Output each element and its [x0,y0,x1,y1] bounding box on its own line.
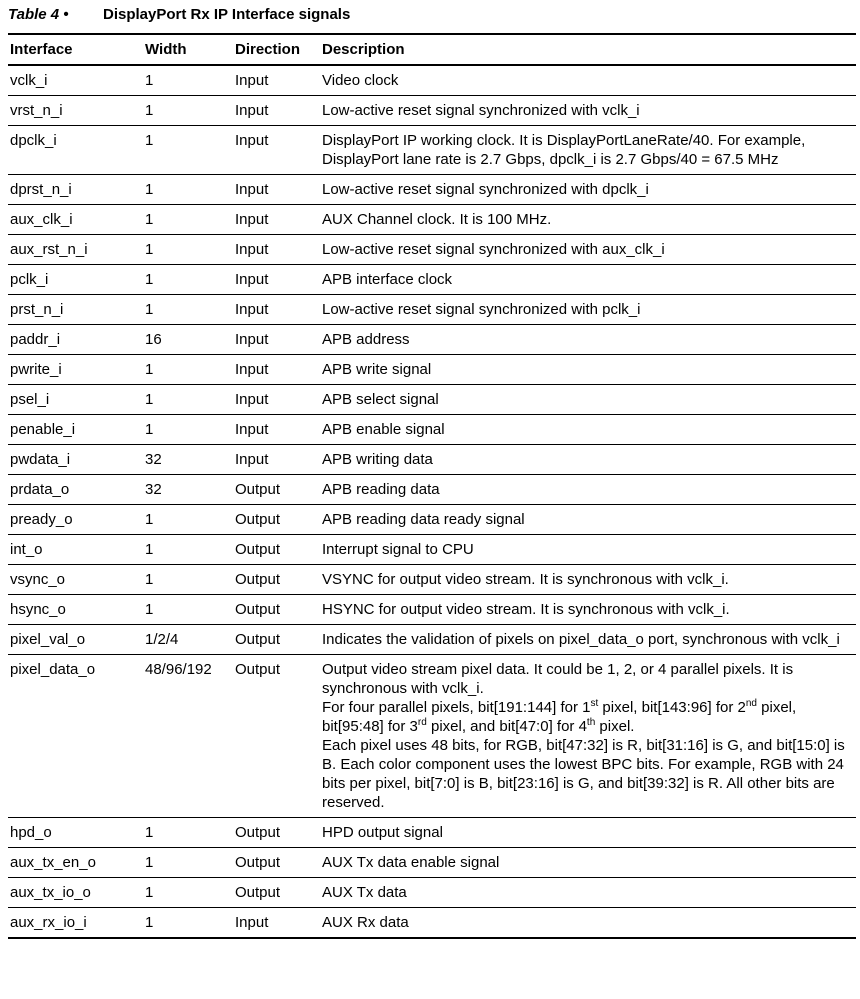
description-text: APB enable signal [322,421,445,438]
direction-cell: Input [235,301,269,318]
description-text: VSYNC for output video stream. It is synchronous with vclk_i. [322,571,729,588]
direction-cell: Input [235,914,269,931]
width-cell: 1 [145,361,154,378]
description-cell [320,445,856,474]
table-row [8,625,856,655]
description-paragraph [322,510,854,529]
width-cell: 1 [145,421,154,438]
direction-cell: Input [235,241,269,258]
description-paragraph [322,630,854,649]
width-cell: 48/96/192 [145,661,212,678]
description-cell [320,385,856,414]
width-cell: 1 [145,601,154,618]
description-paragraph [322,360,854,379]
table-row [8,415,856,445]
description-paragraph [322,180,854,199]
description-cell [320,908,856,937]
description-paragraph [322,570,854,589]
description-cell [320,355,856,384]
description-text: pixel, bit[95:48] for 3 [322,699,797,735]
description-cell [320,325,856,354]
interface-cell: aux_rst_n_i [10,241,88,258]
description-cell [320,66,856,95]
description-text: Low-active reset signal synchronized with dpclk_i [322,181,649,198]
description-text: Output video stream pixel data. It could be 1, 2, or 4 parallel pixels. It is synchronous with vclk_i. [322,661,794,697]
width-cell: 32 [145,451,162,468]
description-cell [320,205,856,234]
description-text: pixel, bit[143:96] for 2 [598,699,746,716]
table-row [8,96,856,126]
description-text: For four parallel pixels, bit[191:144] for 1 [322,699,591,716]
interface-cell: dpclk_i [10,132,57,149]
table-row [8,565,856,595]
interface-cell: prst_n_i [10,301,64,318]
description-paragraph [322,853,854,872]
ordinal-superscript: th [586,716,596,728]
description-cell [320,415,856,444]
interface-cell: hsync_o [10,601,66,618]
interface-cell: vrst_n_i [10,102,63,119]
interface-cell: psel_i [10,391,50,408]
width-cell: 1 [145,541,154,558]
description-paragraph [322,698,854,736]
table-row [8,655,856,818]
direction-cell: Input [235,391,269,408]
description-text: Each pixel uses 48 bits, for RGB, bit[47:32] is R, bit[31:16] is G, and bit[15:0] is B. Each color component uses the lowest BPC bits. For example, RGB with 24 bits per pixel, bit[7:0] is B, bit[23:16] is G, and bit[39:32] is R. All other bits are reserved. [322,737,845,811]
column-header-direction: Direction [235,41,301,58]
interface-signals-table [8,33,856,939]
interface-cell: aux_rx_io_i [10,914,87,931]
direction-cell: Input [235,211,269,228]
description-text: pixel. [595,718,635,735]
description-cell [320,595,856,624]
interface-cell: prdata_o [10,481,70,498]
description-text: pixel, and bit[47:0] for 4 [426,718,587,735]
width-cell: 1 [145,132,154,149]
ordinal-superscript: st [590,697,599,709]
interface-cell: pwrite_i [10,361,62,378]
direction-cell: Output [235,854,281,871]
direction-cell: Input [235,102,269,119]
table-caption-label: Table 4 • [8,6,69,23]
direction-cell: Input [235,132,269,149]
description-text: AUX Channel clock. It is 100 MHz. [322,211,552,228]
table-row [8,325,856,355]
direction-cell: Input [235,421,269,438]
interface-cell: vsync_o [10,571,66,588]
description-paragraph [322,600,854,619]
direction-cell: Input [235,451,269,468]
width-cell: 1 [145,102,154,119]
description-paragraph [322,330,854,349]
interface-cell: aux_tx_io_o [10,884,91,901]
table-body [8,66,856,937]
interface-cell: aux_tx_en_o [10,854,96,871]
column-header-width: Width [145,41,187,58]
description-text: AUX Rx data [322,914,409,931]
direction-cell: Output [235,631,281,648]
table-caption [8,0,856,33]
table-header-row [8,35,856,66]
width-cell: 1 [145,511,154,528]
description-paragraph [322,913,854,932]
width-cell: 1 [145,571,154,588]
table-row [8,535,856,565]
width-cell: 1 [145,824,154,841]
description-paragraph [322,240,854,259]
interface-cell: int_o [10,541,43,558]
table-row [8,235,856,265]
width-cell: 16 [145,331,162,348]
description-paragraph [322,823,854,842]
table-caption-title: DisplayPort Rx IP Interface signals [103,6,351,23]
table-row [8,505,856,535]
description-cell [320,126,856,174]
description-text: DisplayPort IP working clock. It is DisplayPortLaneRate/40. For example, DisplayPort lane rate is 2.7 Gbps, dpclk_i is 2.7 Gbps/40 = 67.5 MHz [322,132,806,168]
description-text: AUX Tx data [322,884,407,901]
table-row [8,818,856,848]
width-cell: 1 [145,241,154,258]
interface-cell: pclk_i [10,271,49,288]
table-row [8,355,856,385]
direction-cell: Input [235,271,269,288]
column-header-description: Description [322,41,405,58]
description-text: HSYNC for output video stream. It is synchronous with vclk_i. [322,601,730,618]
width-cell: 1 [145,301,154,318]
description-paragraph [322,736,854,812]
direction-cell: Output [235,661,281,678]
description-cell [320,505,856,534]
description-cell [320,475,856,504]
interface-cell: pready_o [10,511,73,528]
description-text: Low-active reset signal synchronized with pclk_i [322,301,641,318]
description-text: APB select signal [322,391,439,408]
description-cell [320,295,856,324]
direction-cell: Output [235,541,281,558]
width-cell: 1 [145,72,154,89]
width-cell: 1 [145,884,154,901]
description-cell [320,848,856,877]
column-header-interface: Interface [10,41,73,58]
description-cell [320,878,856,907]
description-text: APB address [322,331,410,348]
description-cell [320,655,856,817]
direction-cell: Input [235,72,269,89]
description-paragraph [322,883,854,902]
description-text: Low-active reset signal synchronized with aux_clk_i [322,241,665,258]
description-paragraph [322,300,854,319]
direction-cell: Output [235,481,281,498]
interface-cell: pixel_val_o [10,631,86,648]
table-row [8,295,856,325]
table-row [8,205,856,235]
interface-cell: pwdata_i [10,451,71,468]
table-row [8,66,856,96]
description-text: HPD output signal [322,824,443,841]
width-cell: 1 [145,854,154,871]
width-cell: 1 [145,181,154,198]
description-text: APB interface clock [322,271,453,288]
description-cell [320,818,856,847]
description-text: APB write signal [322,361,432,378]
description-paragraph [322,540,854,559]
table-row [8,908,856,937]
description-cell [320,96,856,125]
direction-cell: Input [235,361,269,378]
description-paragraph [322,101,854,120]
description-paragraph [322,420,854,439]
table-row [8,126,856,175]
description-cell [320,175,856,204]
width-cell: 1/2/4 [145,631,179,648]
description-text: AUX Tx data enable signal [322,854,500,871]
direction-cell: Output [235,824,281,841]
description-cell [320,535,856,564]
description-cell [320,565,856,594]
description-cell [320,625,856,654]
description-paragraph [322,660,854,698]
interface-cell: dprst_n_i [10,181,72,198]
table-row [8,475,856,505]
width-cell: 1 [145,271,154,288]
description-cell [320,235,856,264]
description-text: Indicates the validation of pixels on pixel_data_o port, synchronous with vclk_i [322,631,840,648]
table-row [8,595,856,625]
description-text: Video clock [322,72,399,89]
width-cell: 1 [145,914,154,931]
description-text: APB reading data ready signal [322,511,525,528]
description-text: Low-active reset signal synchronized with vclk_i [322,102,640,119]
description-paragraph [322,270,854,289]
interface-cell: hpd_o [10,824,52,841]
interface-cell: aux_clk_i [10,211,73,228]
description-cell [320,265,856,294]
description-paragraph [322,71,854,90]
description-paragraph [322,131,854,169]
interface-cell: vclk_i [10,72,48,89]
table-row [8,385,856,415]
direction-cell: Output [235,884,281,901]
ordinal-superscript: nd [745,697,757,709]
direction-cell: Input [235,181,269,198]
direction-cell: Output [235,511,281,528]
description-paragraph [322,450,854,469]
table-row [8,445,856,475]
interface-cell: penable_i [10,421,76,438]
width-cell: 1 [145,391,154,408]
width-cell: 1 [145,211,154,228]
direction-cell: Output [235,601,281,618]
table-row [8,878,856,908]
description-text: Interrupt signal to CPU [322,541,474,558]
width-cell: 32 [145,481,162,498]
interface-cell: pixel_data_o [10,661,96,678]
direction-cell: Output [235,571,281,588]
table-row [8,848,856,878]
direction-cell: Input [235,331,269,348]
table-row [8,175,856,205]
description-text: APB writing data [322,451,433,468]
ordinal-superscript: rd [417,716,427,728]
description-paragraph [322,390,854,409]
description-paragraph [322,480,854,499]
interface-cell: paddr_i [10,331,61,348]
description-text: APB reading data [322,481,440,498]
table-row [8,265,856,295]
description-paragraph [322,210,854,229]
